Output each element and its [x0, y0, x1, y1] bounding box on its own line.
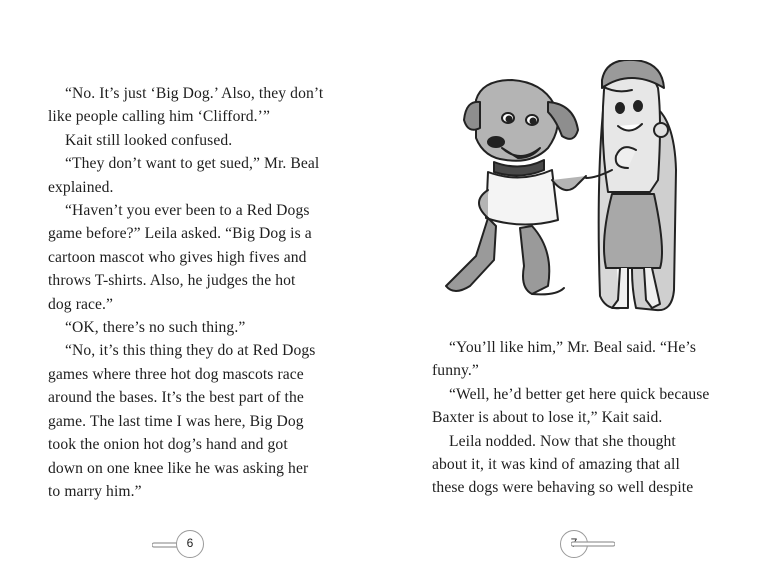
text-line: “You’ll like him,” Mr. Beal said. “He’s: [449, 339, 697, 356]
text-line: game. The last time I was here, Big Dog: [48, 412, 304, 430]
text-line: Leila nodded. Now that she thought: [449, 432, 676, 450]
text-line: game before?” Leila asked. “Big Dog is a: [48, 225, 312, 243]
hot-dog-mascot-figure: [586, 60, 676, 310]
text-line: like people calling him ‘Clifford.’”: [48, 108, 270, 126]
text-line: “No, it’s this thing they do at Red Dogs: [65, 342, 316, 360]
big-dog-mascot-figure: [446, 80, 586, 294]
text-line: Baxter is about to lose it,” Kait said.: [432, 409, 663, 427]
left-page-text: [48, 82, 348, 503]
text-line: Kait still looked confused.: [65, 131, 233, 149]
text-line: funny.”: [432, 362, 479, 380]
text-line: around the bases. It’s the best part of the: [48, 389, 304, 407]
text-line: about it, it was kind of amazing that all: [432, 456, 680, 474]
text-line: “Haven’t you ever been to a Red Dogs: [65, 202, 310, 220]
text-line: “OK, there’s no such thing.”: [65, 319, 246, 337]
text-line: dog race.”: [48, 295, 114, 313]
text-line: down on one knee like he was asking her: [48, 459, 309, 477]
right-page: [384, 0, 768, 575]
page-number-handle-icon: [571, 540, 615, 548]
text-line: games where three hot dog mascots race: [48, 365, 304, 383]
text-line: these dogs were behaving so well despite: [432, 479, 694, 497]
text-line: cartoon mascot who gives high fives and: [48, 248, 307, 266]
text-line: to marry him.”: [48, 482, 142, 500]
text-line: “No. It’s just ‘Big Dog.’ Also, they don’t: [65, 85, 324, 102]
text-line: explained.: [48, 178, 114, 196]
page-number: 6: [176, 530, 204, 558]
text-line: throws T-shirts. Also, he judges the hot: [48, 272, 296, 290]
text-line: took the onion hot dog’s hand and got: [48, 436, 288, 454]
text-line: “Well, he’d better get here quick because: [449, 385, 710, 403]
right-page-text: [432, 336, 732, 500]
mascots-illustration: [436, 60, 686, 315]
text-line: “They don’t want to get sued,” Mr. Beal: [65, 155, 320, 173]
